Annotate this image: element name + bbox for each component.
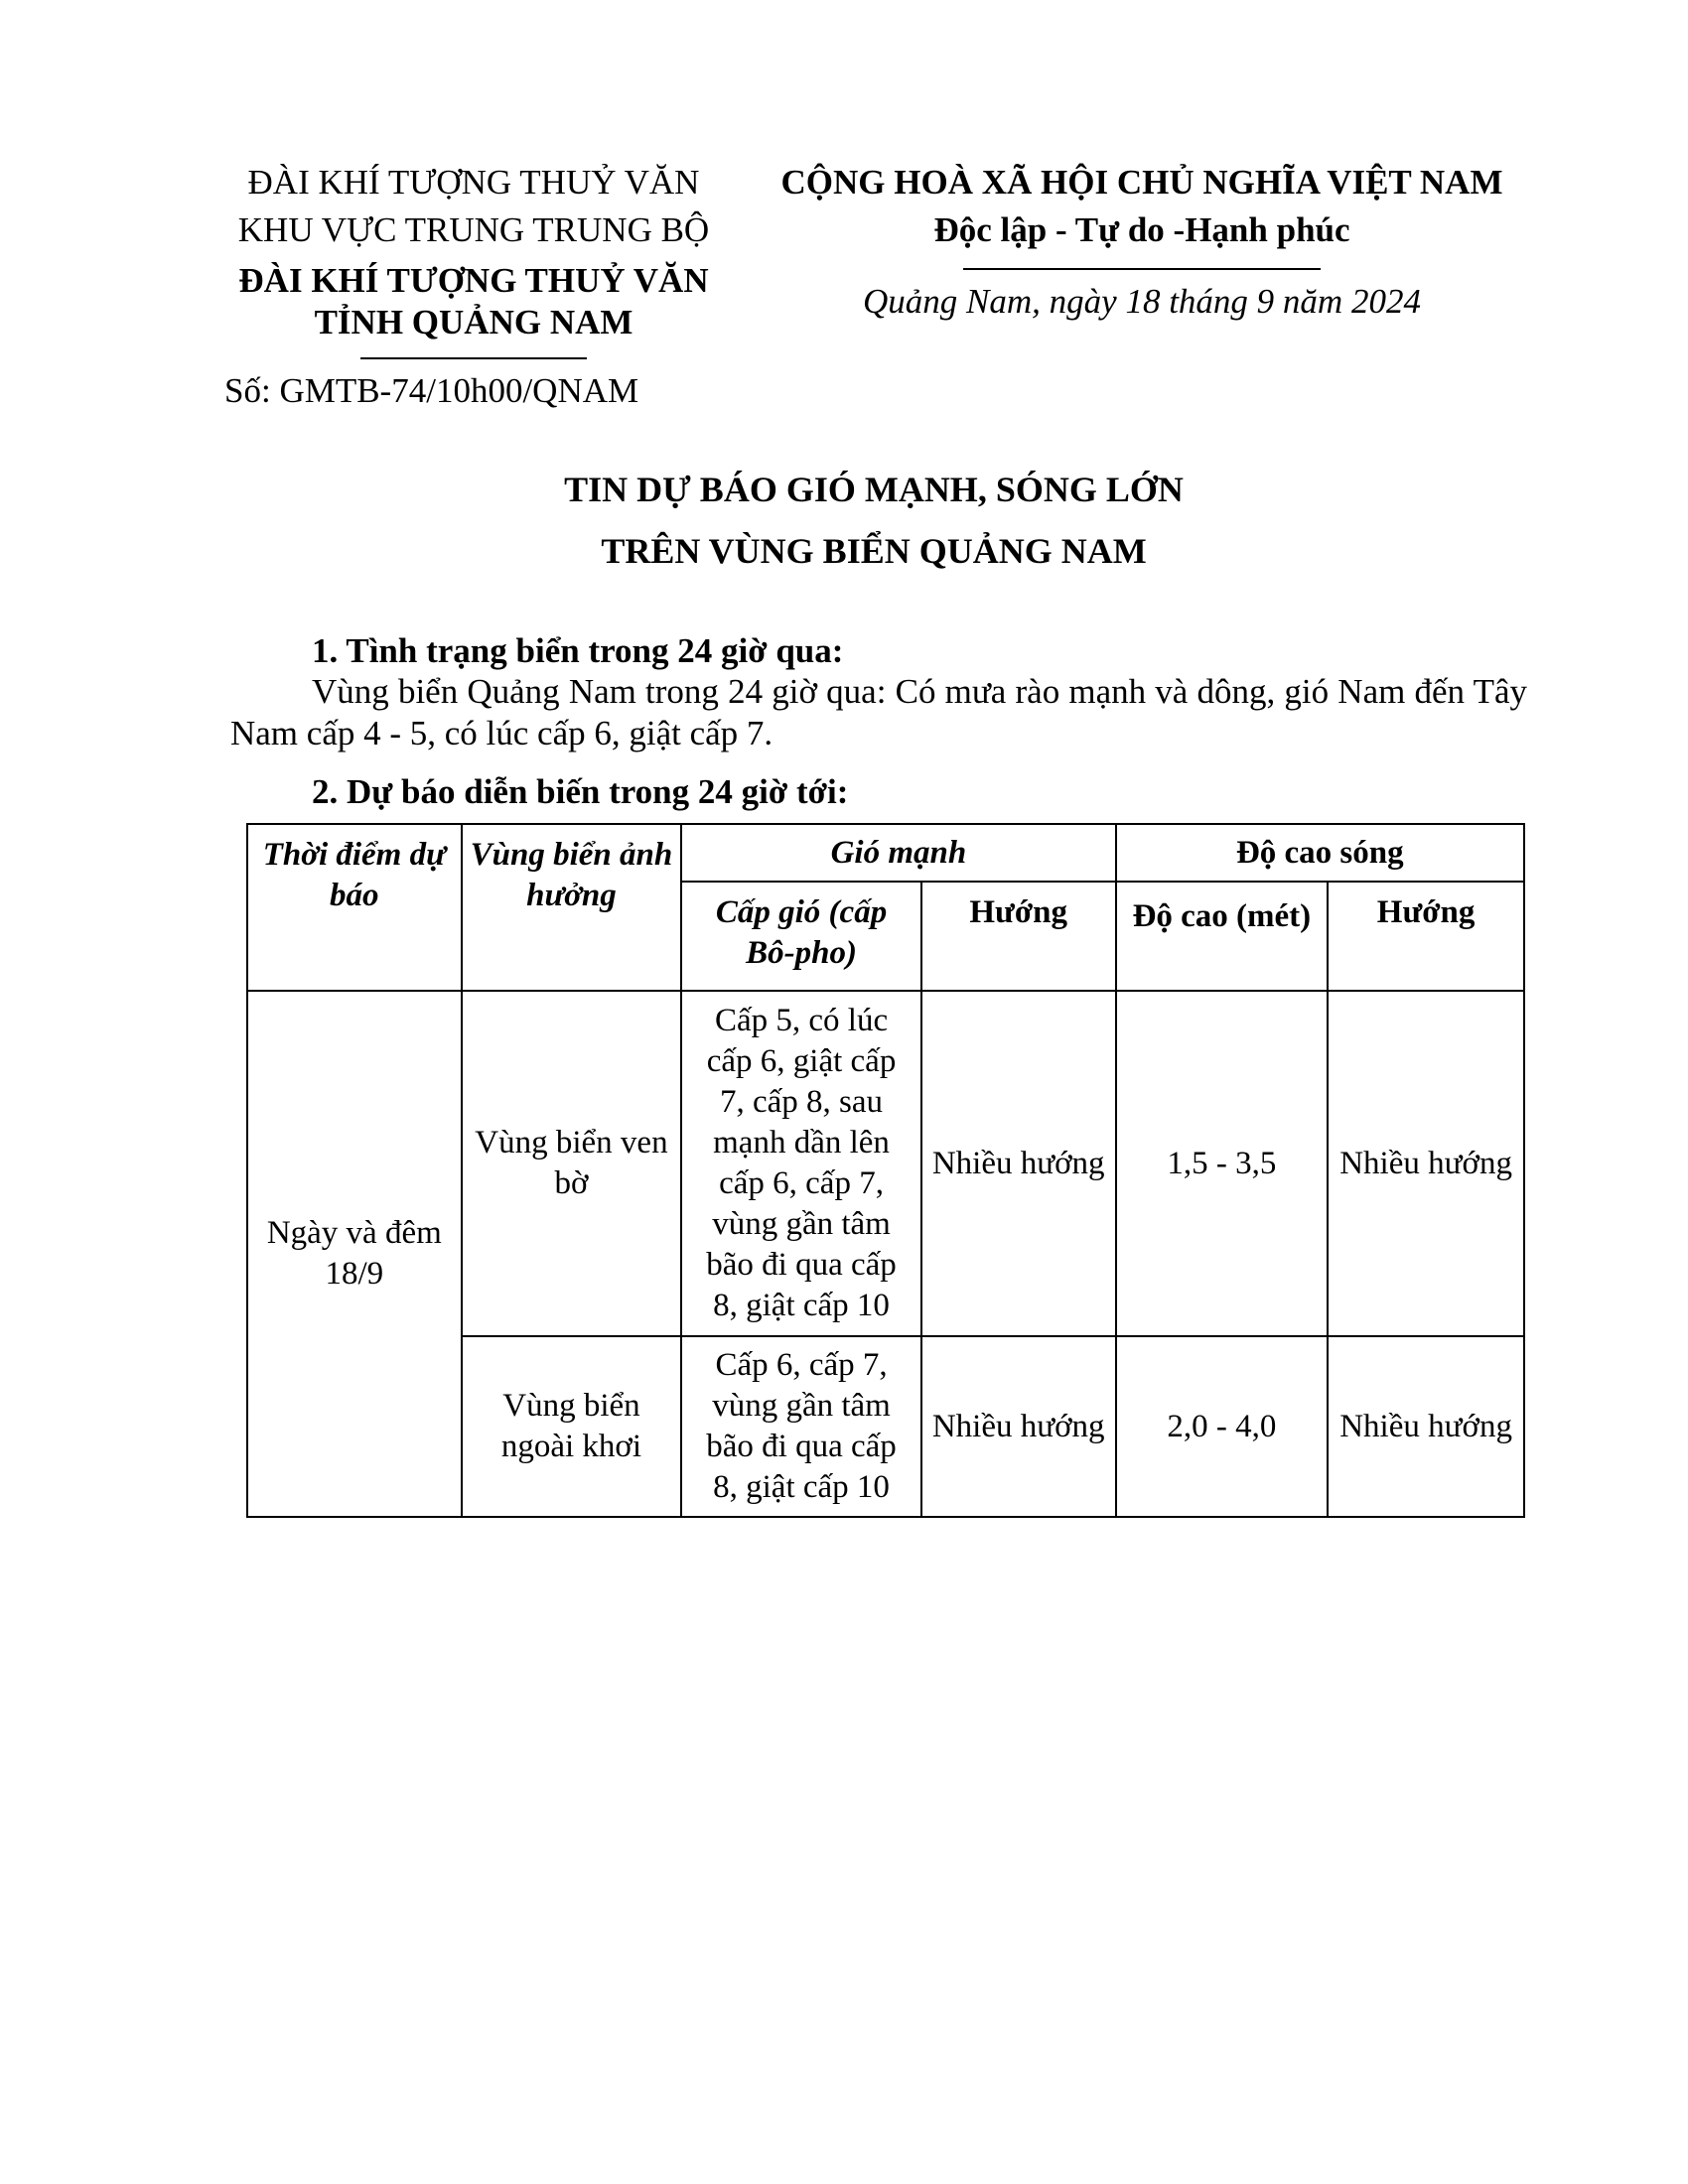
national-motto: Độc lập - Tự do -Hạnh phúc [933,210,1350,249]
section-past-24h [230,629,1527,754]
section1-heading: 1. Tình trạng biển trong 24 giờ qua: [312,631,844,670]
parent-org-line2: KHU VỰC TRUNG TRUNG BỘ [237,210,710,249]
header-wave-height: Độ cao (mét) [1116,882,1329,991]
title-line2: TRÊN VÙNG BIỂN QUẢNG NAM [601,531,1147,571]
forecast-table [246,823,1525,1518]
area-cell: Vùng biển ven bờ [462,991,682,1336]
wave-height-cell: 1,5 - 3,5 [1116,991,1329,1336]
section-forecast [230,770,1527,814]
table-row [247,991,1524,1336]
area-cell: Vùng biển ngoài khơi [462,1336,682,1517]
country-name: CỘNG HOÀ XÃ HỘI CHỦ NGHĨA VIỆT NAM [780,163,1503,202]
header-affected-area: Vùng biển ảnh hưởng [462,824,682,991]
header-wind-direction: Hướng [921,882,1116,991]
wave-height-cell: 2,0 - 4,0 [1116,1336,1329,1517]
forecast-time-cell: Ngày và đêm 18/9 [247,991,462,1517]
agency-divider [360,357,587,359]
parent-org-line1: ĐÀI KHÍ TƯỢNG THUỶ VĂN [247,163,700,202]
section2-heading: 2. Dự báo diễn biến trong 24 giờ tới: [312,772,849,811]
motto-divider [963,268,1321,270]
wind-level-cell: Cấp 6, cấp 7, vùng gần tâm bão đi qua cấp 8, giật cấp 10 [681,1336,921,1517]
issuing-agency-block [211,159,737,413]
national-header-block [765,159,1519,328]
place-date: Quảng Nam, ngày 18 tháng 9 năm 2024 [863,282,1421,321]
document-title [228,459,1519,582]
agency-name-line2: TỈNH QUẢNG NAM [314,303,633,341]
agency-name-line1: ĐÀI KHÍ TƯỢNG THUỶ VĂN [238,261,709,300]
header-wave-height-group: Độ cao sóng [1116,824,1524,882]
wind-direction-cell: Nhiều hướng [921,1336,1116,1517]
wave-direction-cell: Nhiều hướng [1328,991,1524,1336]
wind-level-cell: Cấp 5, có lúc cấp 6, giật cấp 7, cấp 8, sau mạnh dần lên cấp 6, cấp 7, vùng gần tâm bão đi qua cấp 8, giật cấp 10 [681,991,921,1336]
header-forecast-time: Thời điểm dự báo [247,824,462,991]
title-line1: TIN DỰ BÁO GIÓ MẠNH, SÓNG LỚN [564,470,1184,509]
wave-direction-cell: Nhiều hướng [1328,1336,1524,1517]
document-number: Số: GMTB-74/10h00/QNAM [224,371,639,410]
wind-direction-cell: Nhiều hướng [921,991,1116,1336]
section1-body: Vùng biển Quảng Nam trong 24 giờ qua: Có mưa rào mạnh và dông, gió Nam đến Tây Nam cấp 4 - 5, có lúc cấp 6, giật cấp 7. [230,672,1527,752]
header-wind-level: Cấp gió (cấp Bô-pho) [681,882,921,991]
header-wave-direction: Hướng [1328,882,1524,991]
header-strong-wind: Gió mạnh [681,824,1115,882]
